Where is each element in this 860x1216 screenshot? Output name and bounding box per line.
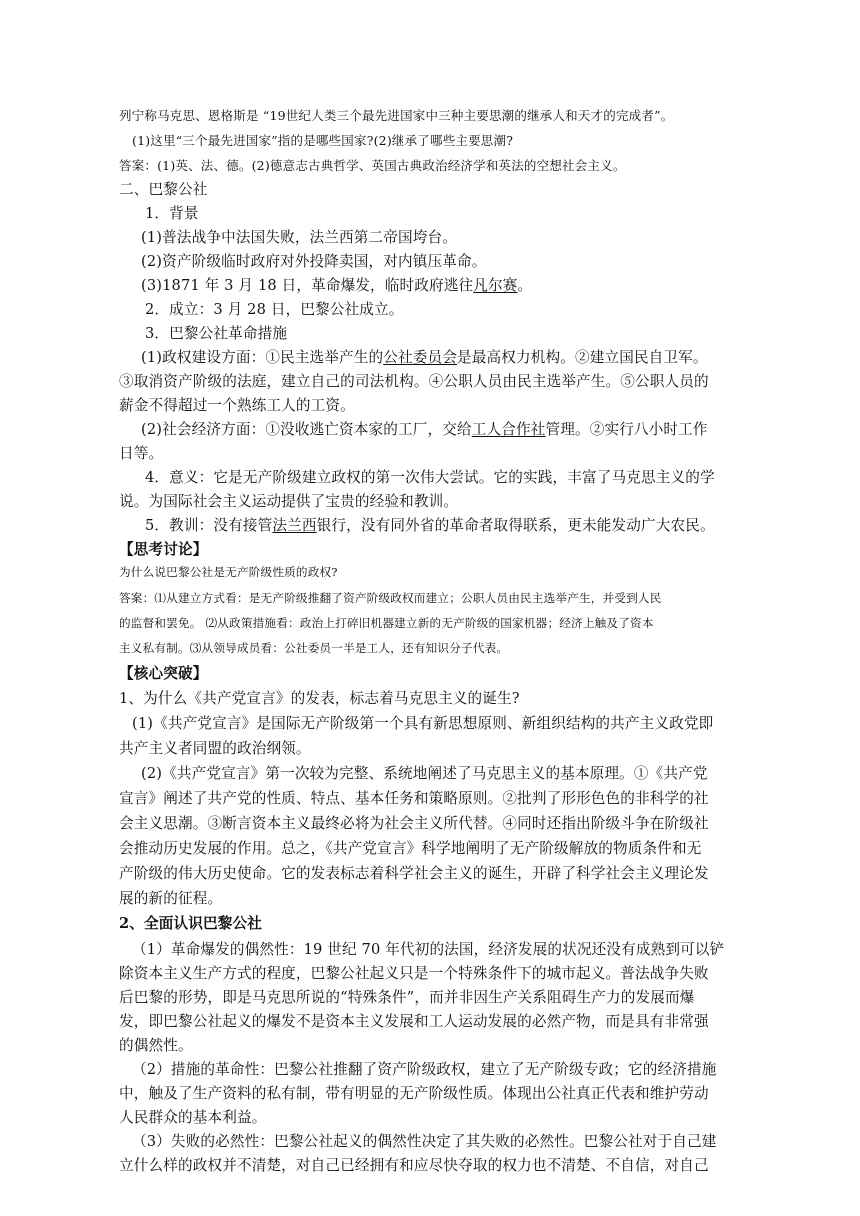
- lessons-line: [145, 514, 750, 535]
- core-q1-para-2-line-1: (2)《共产党宣言》第一次较为完整、系统地阐述了马克思主义的基本原理。①《共产党: [141, 765, 708, 782]
- core-q1-para-2-line-3: 会主义思潮。③断言资本主义最终必将为社会主义所代替。④同时还指出阶级斗争在阶级社: [119, 815, 709, 832]
- core-q2-para-1-line-1: （1）革命爆发的偶然性：19 世纪 70 年代初的法国，经济发展的状况还没有成熟到可以铲: [132, 941, 725, 958]
- text-segment: (2)社会经济方面：①没收逃亡资本家的工厂，交给: [141, 421, 472, 438]
- core-q2-para-1-line-4: 发，即巴黎公社起义的爆发不是资本主义发展和工人运动发展的必然产物，而是具有非常强: [119, 1013, 709, 1030]
- core-q1-para-2-line-6: 展的新的征程。: [119, 890, 223, 907]
- significance-line-2: 说。为国际社会主义运动提供了宝贵的经验和教训。: [119, 493, 459, 510]
- underlined-term-commune-council: 公社委员会: [383, 349, 458, 366]
- underlined-term-workers-cooperative: 工人合作社: [471, 421, 546, 438]
- core-q2-para-1-line-2: 除资本主义生产方式的程度，巴黎公社起义只是一个特殊条件下的城市起义。普法战争失败: [119, 965, 709, 982]
- underlined-term-bank-of-france: 法兰西: [272, 517, 317, 534]
- text-segment: (3)1871 年 3 月 18 日，革命爆发，临时政府逃往: [141, 277, 474, 294]
- lenin-quote-line: 列宁称马克思、恩格斯是 “19世纪人类三个最先进国家中三种主要思潮的继承人和天才的完成者”。: [119, 108, 674, 123]
- economic-measures-line-2: 日等。: [119, 445, 164, 462]
- political-measures-line-1: [141, 346, 750, 367]
- core-heading: 【核心突破】: [119, 665, 208, 682]
- lenin-answer-line: 答案：(1)英、法、德。(2)德意志古典哲学、英国古典政治经济学和英法的空想社会主义。: [119, 158, 626, 173]
- significance-line-1: 4．意义：它是无产阶级建立政权的第一次伟大尝试。它的实践，丰富了马克思主义的学: [145, 469, 715, 486]
- lenin-question-line: (1)这里“三个最先进国家”指的是哪些国家?(2)继承了哪些主要思潮?: [132, 133, 514, 148]
- text-segment: 是最高权力机构。②建立国民自卫军。: [457, 349, 708, 366]
- core-q1-para-1-line-1: (1)《共产党宣言》是国际无产阶级第一个具有新思想原则、新组织结构的共产主义政党即: [132, 715, 714, 732]
- core-q2-para-1-line-3: 后巴黎的形势，即是马克思所说的“特殊条件”，而并非因生产关系阻碍生产力的发展而爆: [119, 989, 695, 1006]
- text-segment: 管理。②实行八小时工作: [545, 421, 708, 438]
- text-segment: 。: [517, 277, 533, 294]
- core-q2-para-2-line-1: （2）措施的革命性：巴黎公社推翻了资产阶级政权，建立了无产阶级专政；它的经济措施: [132, 1061, 717, 1078]
- core-q2-para-2-line-2: 中，触及了生产资料的私有制，带有明显的无产阶级性质。体现出公社真正代表和维护劳动: [119, 1085, 709, 1102]
- core-q2-para-3-line-2: 立什么样的政权并不清楚，对自己已经拥有和应尽快夺取的权力也不清楚、不自信，对自己: [119, 1157, 709, 1174]
- discussion-answer-line-2: 的监督和罢免。 ⑵从政策措施看：政治上打碎旧机器建立新的无产阶级的国家机器；经济上触及了资本: [119, 616, 654, 630]
- background-item-2: (2)资产阶级临时政府对外投降卖国，对内镇压革命。: [141, 253, 487, 270]
- core-q2-para-1-line-5: 的偶然性。: [119, 1037, 193, 1054]
- core-q1-para-2-line-4: 会推动历史发展的作用。总之，《共产党宣言》科学地阐明了无产阶级解放的物质条件和无: [119, 840, 702, 857]
- core-q1-para-1-line-2: 共产主义者同盟的政治纲领。: [119, 740, 311, 757]
- text-segment: 银行，没有同外省的革命者取得联系，更未能发动广大农民。: [316, 517, 715, 534]
- political-measures-line-2: ③取消资产阶级的法庭，建立自己的司法机构。④公职人员由民主选举产生。⑤公职人员的: [119, 373, 709, 390]
- core-q1-para-2-line-5: 产阶级的伟大历史使命。它的发表标志着科学社会主义的诞生，开辟了科学社会主义理论发: [119, 865, 709, 882]
- core-question-1-title: 1、为什么《共产党宣言》的发表，标志着马克思主义的诞生?: [119, 690, 520, 707]
- section-heading-paris-commune: 二、巴黎公社: [119, 181, 208, 198]
- underlined-term-versailles: 凡尔赛: [473, 277, 518, 294]
- founding-line: 2．成立：3 月 28 日，巴黎公社成立。: [145, 301, 404, 318]
- core-q2-para-3-line-1: （3）失败的必然性：巴黎公社起义的偶然性决定了其失败的必然性。巴黎公社对于自己建: [132, 1133, 717, 1150]
- measures-title: 3．巴黎公社革命措施: [145, 325, 288, 342]
- political-measures-line-3: 薪金不得超过一个熟练工人的工资。: [119, 397, 355, 414]
- text-segment: 5．教训：没有接管: [145, 517, 273, 534]
- core-question-2-title: 2、全面认识巴黎公社: [119, 915, 262, 932]
- discussion-heading: 【思考讨论】: [119, 541, 208, 558]
- discussion-answer-line-1: 答案：⑴从建立方式看：是无产阶级推翻了资产阶级政权而建立；公职人员由民主选举产生，并受到人民: [119, 591, 662, 605]
- discussion-question: 为什么说巴黎公社是无产阶级性质的政权?: [119, 565, 338, 579]
- core-q2-para-2-line-3: 人民群众的基本利益。: [119, 1109, 267, 1126]
- background-title: 1．背景: [145, 205, 199, 222]
- text-segment: (1)政权建设方面：①民主选举产生的: [141, 349, 384, 366]
- core-q1-para-2-line-2: 宣言》阐述了共产党的性质、特点、基本任务和策略原则。②批判了形形色色的非科学的社: [119, 790, 709, 807]
- economic-measures-line-1: [141, 418, 750, 439]
- background-item-3: [141, 274, 750, 295]
- discussion-answer-line-3: 主义私有制。⑶从领导成员看：公社委员一半是工人，还有知识分子代表。: [119, 641, 509, 655]
- background-item-1: (1)普法战争中法国失败，法兰西第二帝国垮台。: [141, 229, 457, 246]
